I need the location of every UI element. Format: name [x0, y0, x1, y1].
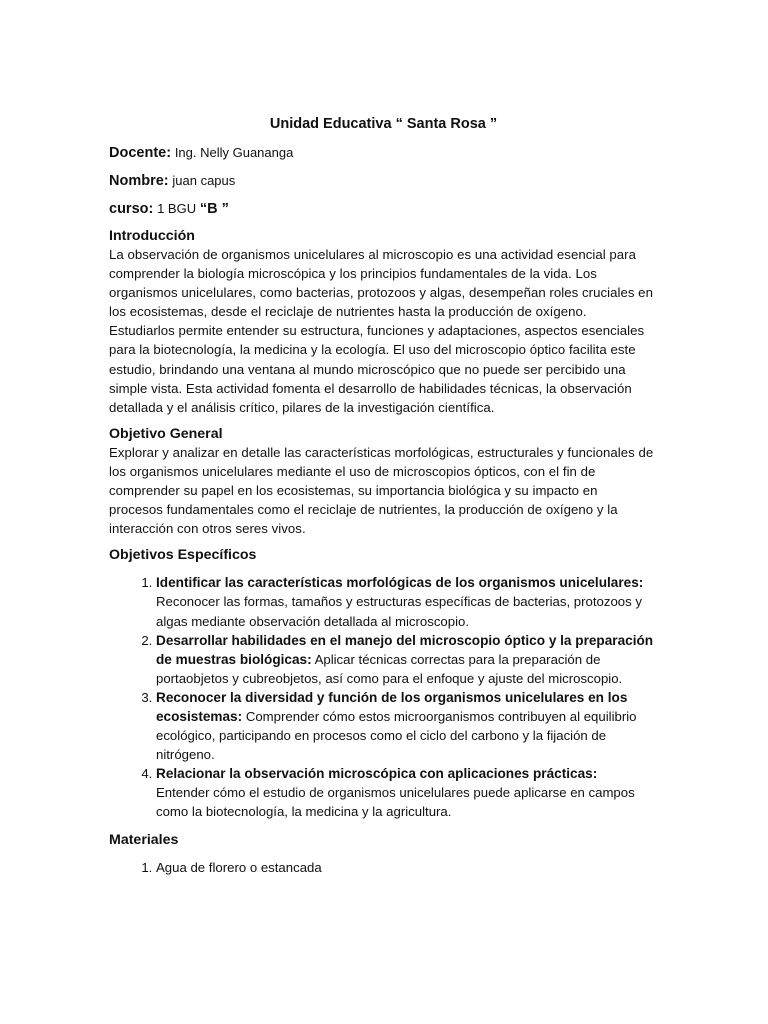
nombre-value: juan capus: [172, 173, 236, 188]
list-item: [156, 764, 654, 821]
objetivo-general-text: Explorar y analizar en detalle las características morfológicas, estructurales y funcionales de los organismos unicelulares mediante el uso de microscopios ópticos, con el fin de comprender su papel en los ecosistemas, su importancia biológica y su impacto en procesos fundamentales como el reciclaje de nutrientes, la producción de oxígeno y la interacción con otros seres vivos.: [109, 444, 654, 537]
objetivo-title: Identificar las características morfológicas de los organismos unicelulares:: [156, 575, 644, 591]
materiales-heading: Materiales: [109, 831, 179, 848]
document-title: Unidad Educativa “ Santa Rosa ”: [269, 116, 498, 132]
objetivo-text: Comprender cómo estos microorganismos contribuyen al equilibrio ecológico, participando en procesos como el ciclo del carbono y la fijación de nitrógeno.: [156, 708, 637, 763]
objetivo-general-heading: Objetivo General: [109, 425, 223, 442]
document-body: [109, 114, 654, 877]
objetivos-especificos-heading: Objetivos Específicos: [109, 547, 257, 564]
docente-value: Ing. Nelly Guananga: [174, 145, 294, 160]
objetivos-especificos-list: [109, 573, 654, 821]
list-item: [156, 573, 654, 630]
objetivo-title: Desarrollar habilidades en el manejo del microscopio óptico y la preparación de muestras biológicas:: [156, 632, 654, 667]
materiales-list: [109, 858, 654, 877]
objetivo-title: Relacionar la observación microscópica con aplicaciones prácticas:: [156, 766, 598, 782]
docente-line: [109, 143, 654, 163]
introduccion-heading: Introducción: [109, 228, 195, 244]
docente-label: Docente:: [109, 145, 172, 161]
curso-group: “B ”: [199, 201, 229, 217]
objetivo-text: Reconocer las formas, tamaños y estructuras específicas de bacterias, protozoos y algas mediante observación detallada al microscopio.: [156, 594, 642, 629]
list-item: [156, 631, 654, 688]
objetivo-text: Aplicar técnicas correctas para la preparación de portaobjetos y cubreobjetos, así como para el enfoque y ajuste del microscopio.: [156, 651, 623, 686]
nombre-label: Nombre:: [109, 173, 169, 189]
objetivo-title: Reconocer la diversidad y función de los organismos unicelulares en los ecosistemas:: [156, 689, 628, 724]
introduccion-text: La observación de organismos unicelulares al microscopio es una actividad esencial para comprender la biología microscópica y los principios fundamentales de la vida. Los organismos unicelulares, como bacterias, protozoos y algas, desempeñan roles cruciales en los ecosistemas, desde el reciclaje de nutrientes hasta la producción de oxígeno. Estudiarlos permite entender su estructura, funciones y adaptaciones, aspectos esenciales para la biotecnología, la medicina y la ecología. El uso del microscopio óptico facilita este estudio, brindando una ventana al mundo microscópico que no puede ser percibido una simple vista. Esta actividad fomenta el desarrollo de habilidades técnicas, la observación detallada y el análisis crítico, pilares de la investigación científica.: [109, 247, 653, 415]
list-item: 1. Agua de florero o estancada: [156, 858, 654, 877]
curso-value: 1 BGU: [157, 201, 197, 216]
curso-line: [109, 199, 654, 219]
list-item: [156, 688, 654, 764]
nombre-line: [109, 171, 654, 191]
objetivo-text: Entender cómo el estudio de organismos unicelulares puede aplicarse en campos como la biotecnología, la medicina y la agricultura.: [156, 785, 635, 820]
curso-label: curso:: [109, 201, 154, 217]
